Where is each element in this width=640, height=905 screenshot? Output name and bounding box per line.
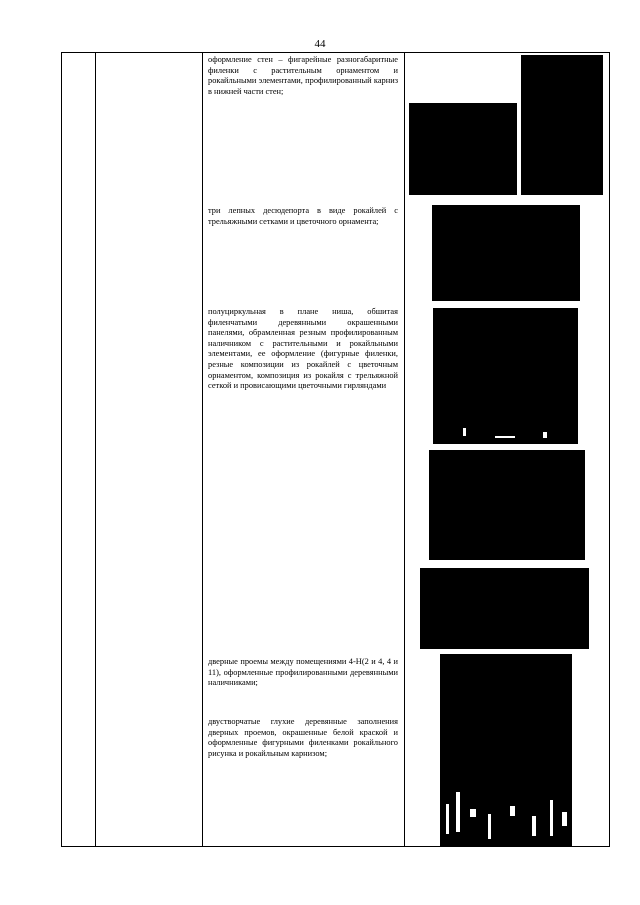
row-text-doorways: дверные проемы между помещениями 4-Н(2 и 4, 4 и 11), оформленные профилированными деревянными наличниками; — [208, 657, 398, 688]
wall-photo-right — [521, 55, 603, 195]
description-table — [61, 52, 610, 847]
row-text-overdoors: три лепных десюдепорта в виде рокайлей с трельяжными сетками и цветочного орнамента; — [208, 206, 398, 226]
column-divider — [95, 53, 96, 846]
row-text-walls: оформление стен – фигарейные разногабаритные филенки с растительным орнаментом и рокайльными элементами, профилированный карниз в нижней части стен; — [208, 55, 398, 96]
wall-photo — [409, 103, 517, 195]
page-number: 44 — [314, 38, 326, 50]
niche-detail-photo — [429, 450, 585, 560]
niche-photo — [433, 308, 578, 444]
overdoor-photo — [432, 205, 580, 301]
door-photo — [440, 654, 572, 846]
niche-panel-photo — [420, 568, 589, 649]
row-text-door-leaves: двустворчатые глухие деревянные заполнения дверных проемов, окрашенные белой краской и оформленные фигурными филенками рокайльного рисунка и рокайльным карнизом; — [208, 717, 398, 758]
column-divider — [202, 53, 203, 846]
row-text-niche: полуциркульная в плане ниша, обшитая филенчатыми деревянными окрашенными панелями, обрамленная резным профилированным наличником с растительными и рокайльными элементами, ее оформление (фигурные филенки, резные композиции из рокайлей с цветочным орнаментом, композиция из рокайля с трельяжной сеткой и провисающими цветочными гирляндами — [208, 307, 398, 391]
column-divider — [404, 53, 405, 846]
